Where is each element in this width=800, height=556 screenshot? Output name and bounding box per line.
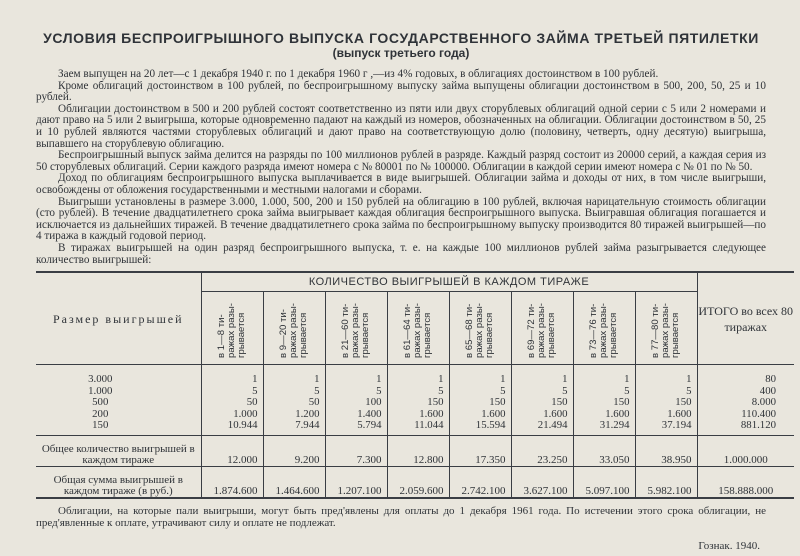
prize-total-cell: 110.400 — [741, 407, 776, 420]
paragraph-2: Кроме облигаций достоинством в 100 рублей, по беспроигрышному выпуску займа выпущены облигации достоинством в 500, 200, 50, 25 и 10 рублей. — [36, 79, 766, 104]
prize-total-cell: 400 — [759, 384, 776, 397]
period-header-3 — [325, 292, 387, 365]
prize-total-cell: 80 — [765, 373, 776, 386]
draw-count-row-cell: 38.950 — [635, 435, 697, 466]
draw-sum-row-label: Общая сумма выигрышей в каждом тираже (в руб.) — [36, 466, 201, 498]
prize-count-cell: 5.794 — [325, 420, 387, 435]
prize-count-cell: 1 — [573, 365, 635, 386]
prize-count-cell: 1 — [511, 365, 573, 386]
period-header-label: в 9—20 ти- ражах разы- грывается — [278, 303, 309, 359]
prize-count-cell: 7.944 — [263, 420, 325, 435]
draw-sum-row-cell: 2.742.100 — [449, 466, 511, 498]
prize-count-cell: 50 — [201, 397, 263, 409]
prize-count-cell: 1 — [325, 365, 387, 386]
prize-count-cell: 150 — [449, 397, 511, 409]
prize-count-cell: 1 — [449, 365, 511, 386]
draw-count-row-cell: 12.000 — [201, 435, 263, 466]
prize-total-cell: 8.000 — [751, 396, 776, 409]
prize-count-cell: 150 — [387, 397, 449, 409]
prize-count-cell: 5 — [511, 386, 573, 398]
prize-count-cell: 5 — [325, 386, 387, 398]
draw-sum-row-cell: 1.874.600 — [201, 466, 263, 498]
prize-count-cell: 37.194 — [635, 420, 697, 435]
period-header-label: в 61—64 ти- ражах разы- грывается — [402, 303, 433, 359]
period-header-1 — [201, 292, 263, 365]
period-header-label: в 69—72 ти- ражах разы- грывается — [526, 303, 557, 359]
period-header-label: в 1—8 ти- ражах разы- грывается — [216, 303, 247, 359]
prize-count-cell: 150 — [573, 397, 635, 409]
draw-count-row-cell: 33.050 — [573, 435, 635, 466]
prize-count-cell: 50 — [263, 397, 325, 409]
prize-size-cell: 1.000 — [36, 386, 201, 398]
draw-sum-row-cell: 5.097.100 — [573, 466, 635, 498]
period-header-2 — [263, 292, 325, 365]
draw-count-row-total: 1.000.000 — [697, 435, 794, 466]
draw-count-row-cell: 7.300 — [325, 435, 387, 466]
prize-count-cell: 11.044 — [387, 420, 449, 435]
draw-count-row-cell: 12.800 — [387, 435, 449, 466]
table-row — [36, 365, 794, 386]
draw-sum-row-cell: 2.059.600 — [387, 466, 449, 498]
prize-count-cell: 1 — [387, 365, 449, 386]
prize-count-cell: 5 — [449, 386, 511, 398]
prize-count-cell: 1.600 — [635, 409, 697, 421]
draw-count-group-header: КОЛИЧЕСТВО ВЫИГРЫШЕЙ В КАЖДОМ ТИРАЖЕ — [201, 272, 697, 292]
document-subtitle: (выпуск третьего года) — [332, 46, 470, 60]
table-row — [36, 397, 794, 409]
draw-sum-row-cell: 5.982.100 — [635, 466, 697, 498]
period-header-label: в 21—60 ти- ражах разы- грывается — [340, 303, 371, 359]
footnote: Облигации, на которые пали выигрыши, могут быть пред'явлены для оплаты до 1 декабря 1961 года. По истечении этого срока облигации, не пред'явленные к оплате, утрачивают силу и оплате не подлежат. — [36, 504, 766, 529]
prize-count-cell: 1.600 — [387, 409, 449, 421]
prize-count-cell: 1.200 — [263, 409, 325, 421]
paragraph-6: Выигрыши установлены в размере 3.000, 1.000, 500, 200 и 150 рублей на облигацию в 100 рублей, включая нарицательную стоимость облигации (сто рублей). В течение двадцатилетнего срока займа выигрывает каждая облигация беспроигрышного выпуска. Выигравшая облигация погашается и исключается из дальнейших тиражей. В течение двадцатилетнего срока займа по беспроигрышному выпуску производится 80 тиражей выигрышей—по 4 тиража в каждый годовой период. — [36, 195, 766, 243]
draw-sum-row-cell: 1.464.600 — [263, 466, 325, 498]
draw-sum-row-cell: 1.207.100 — [325, 466, 387, 498]
draw-count-row-cell: 23.250 — [511, 435, 573, 466]
prize-table — [36, 271, 794, 499]
period-header-label: в 65—68 ти- ражах разы- грывается — [464, 303, 495, 359]
period-header-8 — [635, 292, 697, 365]
period-header-4 — [387, 292, 449, 365]
period-header-label: в 77—80 ти- ражах разы- грывается — [650, 303, 681, 359]
period-header-5 — [449, 292, 511, 365]
prize-size-cell: 200 — [36, 409, 201, 421]
prize-total-cell: 881.120 — [697, 420, 794, 435]
prize-count-cell: 21.494 — [511, 420, 573, 435]
prize-count-cell: 5 — [573, 386, 635, 398]
prize-count-cell: 1.600 — [449, 409, 511, 421]
prize-count-cell: 5 — [263, 386, 325, 398]
document-title: УСЛОВИЯ БЕСПРОИГРЫШНОГО ВЫПУСКА ГОСУДАРСТВЕННОГО ЗАЙМА ТРЕТЬЕЙ ПЯТИЛЕТКИ — [43, 30, 759, 46]
printer-imprint: Гознак. 1940. — [698, 539, 760, 552]
size-column-header: Размер выигрышей — [36, 272, 201, 365]
prize-count-cell: 31.294 — [573, 420, 635, 435]
table-row — [36, 420, 794, 435]
paragraph-1: Заем выпущен на 20 лет—с 1 декабря 1940 г. по 1 декабря 1960 г ,—из 4% годовых, в облигациях достоинством в 100 рублей. — [58, 68, 659, 80]
prize-size-cell: 150 — [36, 420, 201, 435]
prize-size-cell: 500 — [36, 397, 201, 409]
period-header-6 — [511, 292, 573, 365]
prize-count-cell: 1.600 — [511, 409, 573, 421]
period-header-7 — [573, 292, 635, 365]
prize-count-cell: 1.400 — [325, 409, 387, 421]
draw-count-row — [36, 435, 794, 466]
prize-count-cell: 1 — [263, 365, 325, 386]
prize-size-cell: 3.000 — [36, 365, 201, 386]
prize-count-cell: 1.600 — [573, 409, 635, 421]
prize-count-cell: 1.000 — [201, 409, 263, 421]
prize-count-cell: 5 — [635, 386, 697, 398]
prize-count-cell: 5 — [387, 386, 449, 398]
prize-count-cell: 10.944 — [201, 420, 263, 435]
paragraph-7: В тиражах выигрышей на один разряд беспроигрышного выпуска, т. е. на каждые 100 миллионов рублей займа разыгрывается следующее количество выигрышей: — [36, 241, 766, 266]
prize-count-cell: 15.594 — [449, 420, 511, 435]
draw-sum-row-cell: 3.627.100 — [511, 466, 573, 498]
prize-count-cell: 5 — [201, 386, 263, 398]
paragraph-5: Доход по облигациям беспроигрышного выпуска выплачивается в виде выигрышей. Облигации займа и доходы от них, в том числе выигрыши, освобождены от обложения государственными и местными налогами и сборами. — [36, 172, 766, 196]
draw-count-row-label: Общее количество выигрышей в каждом тираже — [36, 435, 201, 466]
prize-count-cell: 1 — [201, 365, 263, 386]
draw-sum-row-total: 158.888.000 — [697, 466, 794, 498]
prize-count-cell: 150 — [635, 397, 697, 409]
paragraph-4: Беспроигрышный выпуск займа делится на разряды по 100 миллионов рублей в разряде. Каждый разряд состоит из 20000 серий, а каждая серия из 50 сторублевых облигаций. Серии каждого разряда имеют номера с № 80001 по № 100000. Облигации в каждой серии имеют номера с № 01 по № 50. — [36, 149, 766, 173]
period-header-label: в 73—76 ти- ражах разы- грывается — [588, 303, 619, 359]
draw-sum-row — [36, 466, 794, 498]
total-column-header: ИТОГО во всех 80 тиражах — [697, 272, 794, 365]
prize-count-cell: 150 — [511, 397, 573, 409]
draw-count-row-cell: 17.350 — [449, 435, 511, 466]
paragraph-3: Облигации достоинством в 500 и 200 рублей состоят соответственно из пяти или двух сторублевых облигаций одной серии с 5 или 2 номерами и дают право на 5 или 2 выигрыша, которые одновременно падают на каждый из номеров, обозначенных на облигации. Облигации достоинством в 50, 25 и 10 рублей являются частями сторублевых облигаций и дают право на соответствующую долю (половину, четверть, одну десятую) выигрыша, выпавшего на сторублевую облигацию. — [36, 102, 766, 150]
prize-count-cell: 100 — [325, 397, 387, 409]
prize-count-cell: 1 — [635, 365, 697, 386]
draw-count-row-cell: 9.200 — [263, 435, 325, 466]
